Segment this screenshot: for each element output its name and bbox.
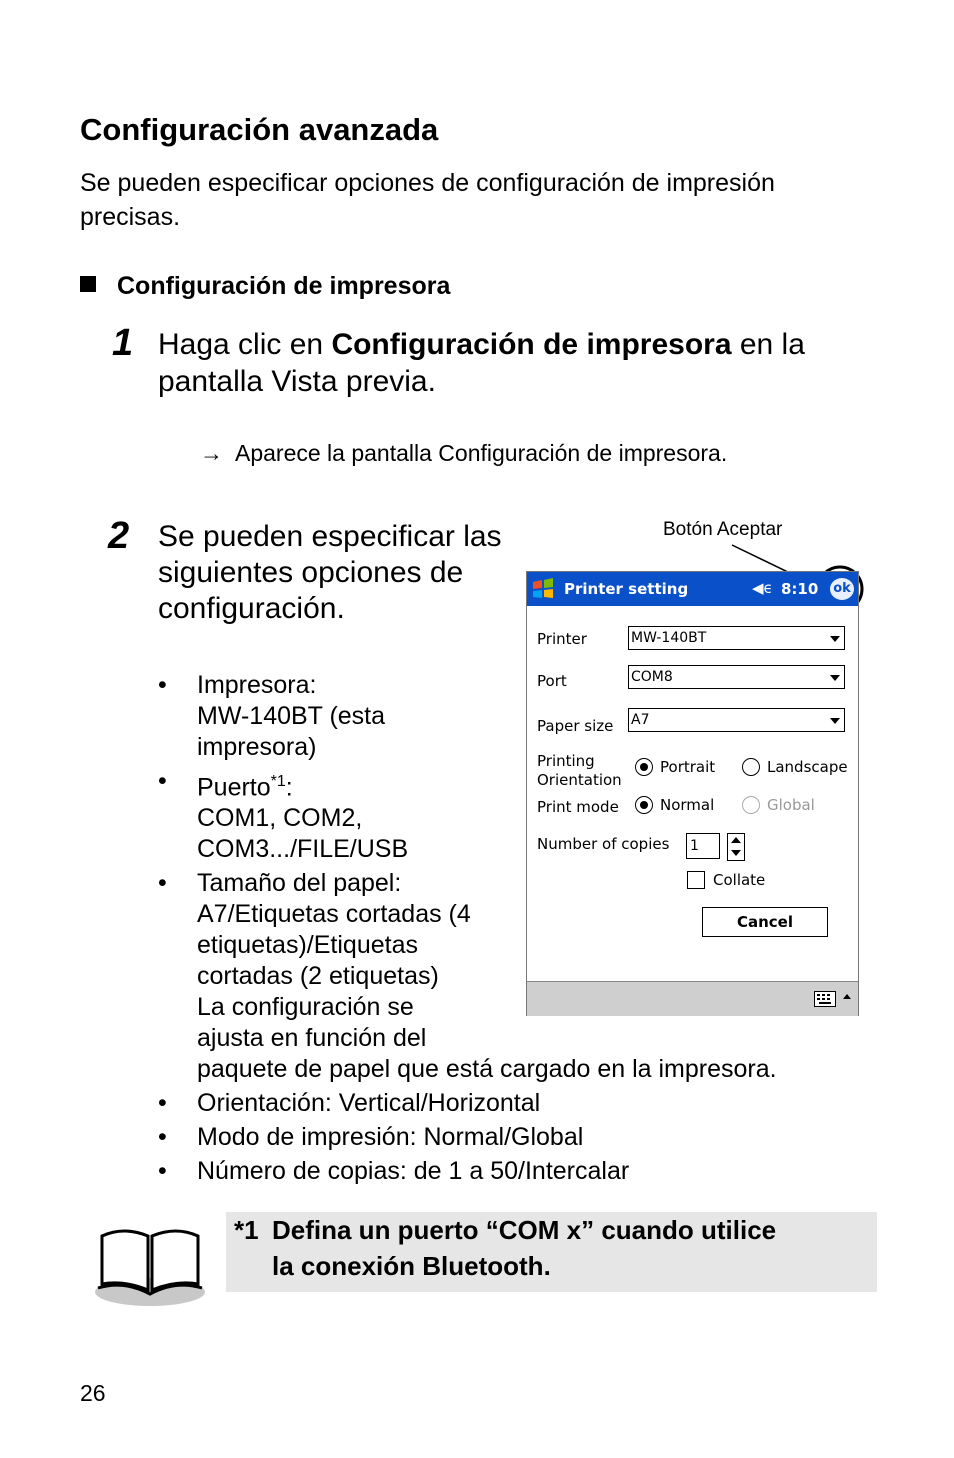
list-item-text: paquete de papel que está cargado en la impresora. bbox=[197, 1055, 777, 1084]
printer-setting-screenshot bbox=[526, 571, 859, 1016]
note-line-2 bbox=[234, 1248, 776, 1284]
port-label: Puerto bbox=[197, 773, 271, 802]
arrow-up-icon bbox=[731, 837, 741, 843]
normal-label: Normal bbox=[660, 796, 715, 814]
keyboard-icon[interactable] bbox=[814, 991, 836, 1007]
list-item-text: MW-140BT (esta impresora) bbox=[197, 702, 386, 761]
step-2-number: 2 bbox=[108, 515, 130, 557]
note-line-1 bbox=[234, 1212, 776, 1248]
normal-radio[interactable] bbox=[635, 796, 653, 814]
step-2-text: Se pueden especificar las siguientes opciones de configuración. bbox=[158, 520, 502, 625]
arrow-down-icon bbox=[731, 850, 741, 856]
port-select[interactable] bbox=[628, 665, 845, 689]
printer-select[interactable] bbox=[628, 626, 845, 650]
step-1-number: 1 bbox=[112, 322, 134, 364]
landscape-label: Landscape bbox=[767, 758, 848, 776]
list-item-text: COM1, COM2, COM3.../FILE/USB bbox=[197, 804, 409, 864]
pda-window-title: Printer setting bbox=[564, 580, 689, 598]
bullet-dot: • bbox=[158, 869, 167, 898]
note-line-2-text: la conexión Bluetooth. bbox=[272, 1251, 551, 1281]
port-colon: : bbox=[285, 773, 293, 802]
caret-up-icon[interactable] bbox=[843, 994, 851, 999]
speaker-icon[interactable]: ◀ϵ bbox=[752, 579, 773, 597]
orientation-label-line-1: Printing bbox=[537, 752, 595, 770]
step-1-text-after: en la pantalla Vista previa. bbox=[158, 328, 805, 398]
note-line-1-text: Defina un puerto “COM x” cuando utilice bbox=[272, 1215, 777, 1245]
paper-size-select[interactable] bbox=[628, 708, 845, 732]
printer-label: Printer bbox=[537, 630, 587, 648]
clock-text: 8:10 bbox=[781, 580, 819, 598]
step-1-text-bold: Configuración de impresora bbox=[331, 328, 732, 361]
portrait-radio[interactable] bbox=[635, 758, 653, 776]
paper-size-label: Paper size bbox=[537, 717, 614, 735]
orientation-label bbox=[537, 752, 622, 790]
footnote-marker: *1 bbox=[270, 773, 286, 790]
list-item-text: Tamaño del papel: bbox=[197, 869, 402, 898]
print-mode-label: Print mode bbox=[537, 798, 619, 816]
bullet-dot: • bbox=[158, 1089, 167, 1118]
windows-start-icon[interactable] bbox=[531, 578, 555, 600]
global-label: Global bbox=[767, 796, 815, 814]
subheading-text: Configuración de impresora bbox=[117, 272, 451, 300]
list-item bbox=[158, 1088, 878, 1119]
step-1-result bbox=[200, 440, 727, 467]
chevron-down-icon bbox=[830, 718, 840, 724]
chevron-down-icon bbox=[830, 636, 840, 642]
list-item-text: Orientación: Vertical/Horizontal bbox=[197, 1089, 541, 1118]
list-item-text: Número de copias: de 1 a 50/Intercalar bbox=[197, 1157, 630, 1186]
list-item bbox=[158, 1156, 878, 1187]
ok-button-callout: Botón Aceptar bbox=[663, 519, 783, 540]
book-icon bbox=[94, 1218, 206, 1308]
pda-title-bar bbox=[527, 572, 858, 606]
orientation-label-line-2: Orientation bbox=[537, 771, 622, 789]
port-label: Port bbox=[537, 672, 567, 690]
copies-input[interactable]: 1 bbox=[686, 833, 720, 859]
copies-stepper[interactable] bbox=[727, 833, 745, 861]
list-item bbox=[158, 1122, 878, 1153]
step-1-text bbox=[158, 326, 898, 400]
bullet-dot: • bbox=[158, 767, 167, 795]
portrait-label: Portrait bbox=[660, 758, 716, 776]
bullet-dot: • bbox=[158, 1157, 167, 1186]
subheading bbox=[80, 272, 450, 301]
chevron-down-icon bbox=[830, 675, 840, 681]
pda-menu-bar bbox=[527, 981, 858, 1016]
landscape-radio[interactable] bbox=[742, 758, 760, 776]
list-item-text: Impresora: bbox=[197, 671, 317, 699]
global-radio[interactable] bbox=[742, 796, 760, 814]
ok-button[interactable]: ok bbox=[830, 578, 854, 600]
collate-label: Collate bbox=[713, 871, 766, 889]
copies-label: Number of copies bbox=[537, 835, 670, 853]
bullet-dot: • bbox=[158, 671, 167, 699]
note-marker: *1 bbox=[234, 1215, 259, 1245]
arrow-right-icon: → bbox=[200, 440, 223, 466]
square-bullet-icon bbox=[80, 276, 96, 292]
port-select-value: COM8 bbox=[631, 669, 673, 685]
printer-select-value: MW-140BT bbox=[631, 630, 707, 646]
list-item-text: A7/Etiquetas cortadas (4 etiquetas)/Etiquetas cortadas (2 etiquetas) bbox=[197, 900, 471, 991]
collate-checkbox[interactable] bbox=[687, 871, 705, 889]
step-1-text-before: Haga clic en bbox=[158, 328, 332, 361]
page-number: 26 bbox=[80, 1380, 106, 1406]
intro-text: Se pueden especificar opciones de configuración de impresión precisas. bbox=[80, 169, 775, 231]
paper-size-select-value: A7 bbox=[631, 712, 650, 728]
cancel-button[interactable]: Cancel bbox=[702, 907, 828, 937]
section-heading: Configuración avanzada bbox=[80, 112, 439, 147]
list-item-text: La configuración se ajusta en función del bbox=[197, 993, 427, 1053]
list-item-text: Modo de impresión: Normal/Global bbox=[197, 1123, 584, 1152]
step-1-result-text: Aparece la pantalla Configuración de impresora. bbox=[235, 440, 728, 466]
bullet-dot: • bbox=[158, 1123, 167, 1152]
note-text bbox=[234, 1212, 776, 1284]
